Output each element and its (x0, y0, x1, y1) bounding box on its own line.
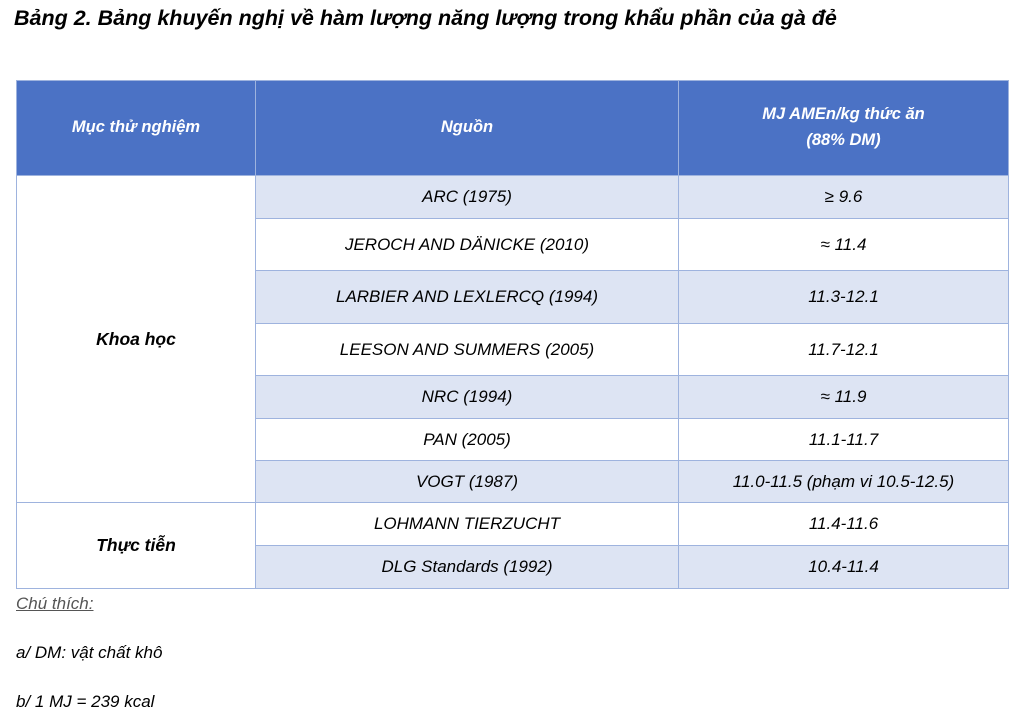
source-cell: LOHMANN TIERZUCHT (256, 503, 679, 546)
value-cell: ≈ 11.9 (679, 376, 1009, 419)
value-cell: 11.4-11.6 (679, 503, 1009, 546)
value-cell: ≥ 9.6 (679, 176, 1009, 219)
value-cell: 11.0-11.5 (phạm vi 10.5-12.5) (679, 461, 1009, 503)
source-cell: DLG Standards (1992) (256, 546, 679, 589)
source-cell: PAN (2005) (256, 419, 679, 461)
table-row (17, 176, 1009, 219)
value-cell: 11.1-11.7 (679, 419, 1009, 461)
source-cell: VOGT (1987) (256, 461, 679, 503)
header-energy-value (679, 81, 1009, 176)
value-cell: 10.4-11.4 (679, 546, 1009, 589)
source-cell: LEESON AND SUMMERS (2005) (256, 324, 679, 376)
source-cell: NRC (1994) (256, 376, 679, 419)
source-cell: LARBIER AND LEXLERCQ (1994) (256, 271, 679, 324)
note-dm: a/ DM: vật chất khô (16, 643, 163, 662)
header-energy-line1: MJ AMEn/kg thức ăn (762, 105, 925, 124)
header-source: Nguồn (256, 81, 679, 176)
source-cell: JEROCH AND DÄNICKE (2010) (256, 219, 679, 271)
table-title: Bảng 2. Bảng khuyến nghị về hàm lượng năng lượng trong khẩu phần của gà đẻ (14, 6, 837, 30)
table-row (17, 503, 1009, 546)
table-header-row (17, 81, 1009, 176)
value-cell: 11.3-12.1 (679, 271, 1009, 324)
note-mj: b/ 1 MJ = 239 kcal (16, 692, 155, 711)
group-label-science: Khoa học (17, 176, 256, 503)
group-label-practice: Thực tiễn (17, 503, 256, 589)
notes-heading: Chú thích: (16, 594, 94, 613)
value-cell: ≈ 11.4 (679, 219, 1009, 271)
source-cell: ARC (1975) (256, 176, 679, 219)
energy-recommendation-table (16, 80, 1009, 589)
value-cell: 11.7-12.1 (679, 324, 1009, 376)
header-energy-line2: (88% DM) (806, 131, 881, 149)
header-test-category: Mục thử nghiệm (17, 81, 256, 176)
